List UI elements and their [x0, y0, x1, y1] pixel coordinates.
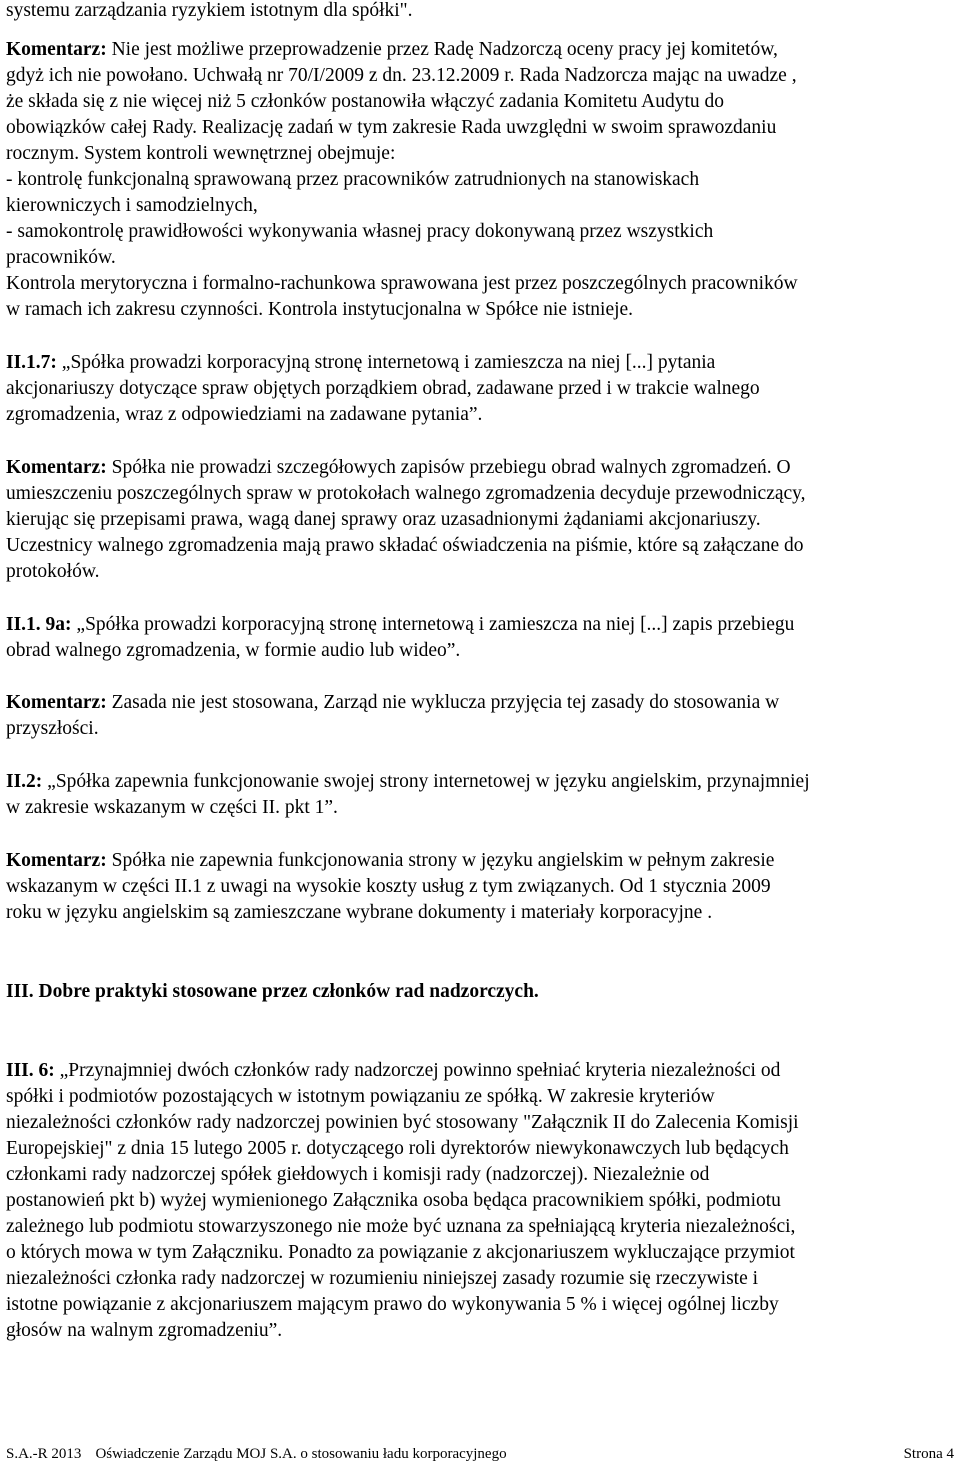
- text-line: spółki i podmiotów pozostających w istotnym powiązaniu ze spółką. W zakresie kryteriów: [6, 1086, 715, 1107]
- text-line: - samokontrolę prawidłowości wykonywania własnej pracy dokonywaną przez wszystkich: [6, 221, 714, 242]
- text-line: w ramach ich zakresu czynności. Kontrola instytucjonalna w Spółce nie istnieje.: [6, 299, 634, 320]
- text-line: rocznym. System kontroli wewnętrznej obejmuje:: [6, 143, 396, 164]
- comment-line: Komentarz: Spółka nie zapewnia funkcjonowania strony w języku angielskim w pełnym zakresie: [6, 850, 775, 871]
- comment-label: Komentarz:: [6, 850, 107, 871]
- text-line: kierowniczych i samodzielnych,: [6, 195, 258, 216]
- footer-code: S.A.-R 2013: [6, 1446, 82, 1462]
- text-line: wskazanym w części II.1 z uwagi na wysokie koszty usług z tym związanych. Od 1 stycznia 2009: [6, 876, 771, 897]
- text-line: w zakresie wskazanym w części II. pkt 1”.: [6, 797, 338, 818]
- text-line: głosów na walnym zgromadzeniu”.: [6, 1320, 283, 1341]
- text-line: obrad walnego zgromadzenia, w formie audio lub wideo”.: [6, 640, 461, 661]
- text-line: istotne powiązanie z akcjonariuszem mającym prawo do wykonywania 5 % i więcej ogólnej liczby: [6, 1294, 779, 1315]
- principle-label: II.2:: [6, 771, 43, 792]
- principle-line: III. 6: „Przynajmniej dwóch członków rady nadzorczej powinno spełniać kryteria niezależności od: [6, 1060, 781, 1081]
- text-line: że składa się z nie więcej niż 5 członków postanowiła włączyć zadania Komitetu Audytu do: [6, 91, 725, 112]
- comment-label: Komentarz:: [6, 692, 107, 713]
- text-line: systemu zarządzania ryzykiem istotnym dla spółki".: [6, 0, 413, 21]
- page-number: Strona 4: [903, 1446, 954, 1462]
- text-line: o których mowa w tym Załączniku. Ponadto za powiązanie z akcjonariuszem wykluczające przymiot: [6, 1242, 795, 1263]
- principle-label: III. 6:: [6, 1060, 55, 1081]
- text-line: członkami rady nadzorczej spółek giełdowych i komisji rady (nadzorczej). Niezależnie od: [6, 1164, 710, 1185]
- text-line: protokołów.: [6, 561, 100, 582]
- principle-label: II.1.7:: [6, 352, 57, 373]
- text-line: niezależności członka rady nadzorczej w rozumieniu niniejszej zasady rozumie się rzeczywiste i: [6, 1268, 759, 1289]
- text-line: przyszłości.: [6, 718, 99, 739]
- comment-line: Komentarz: Spółka nie prowadzi szczegółowych zapisów przebiegu obrad walnych zgromadzeń. O: [6, 457, 791, 478]
- text-line: gdyż ich nie powołano. Uchwałą nr 70/I/2009 z dn. 23.12.2009 r. Rada Nadzorcza mając na uwadze ,: [6, 65, 797, 86]
- text-line: zależnego lub podmiotu stowarzyszonego nie może być uznana za spełniającą kryteria niezależności,: [6, 1216, 796, 1237]
- comment-label: Komentarz:: [6, 39, 107, 60]
- comment-label: Komentarz:: [6, 457, 107, 478]
- text-line: obowiązków całej Rady. Realizację zadań w tym zakresie Rada uwzględni w swoim sprawozdaniu: [6, 117, 777, 138]
- text-line: pracowników.: [6, 247, 116, 268]
- section-heading: III. Dobre praktyki stosowane przez członków rad nadzorczych.: [6, 981, 539, 1002]
- text-line: postanowień pkt b) wyżej wymienionego Załącznika osoba będąca pracownikiem spółki, podmiotu: [6, 1190, 781, 1211]
- text-line: akcjonariuszy dotyczące spraw objętych porządkiem obrad, zadawane przed i w trakcie walnego: [6, 378, 760, 399]
- principle-line: II.1.7: „Spółka prowadzi korporacyjną stronę internetową i zamieszcza na niej [...] pytania: [6, 352, 716, 373]
- text-line: zgromadzenia, wraz z odpowiedziami na zadawane pytania”.: [6, 404, 483, 425]
- principle-line: II.2: „Spółka zapewnia funkcjonowanie swojej strony internetowej w języku angielskim, przynajmniej: [6, 771, 810, 792]
- text-line: - kontrolę funkcjonalną sprawowaną przez pracowników zatrudnionych na stanowiskach: [6, 169, 700, 190]
- text-line: Europejskiej" z dnia 15 lutego 2005 r. dotyczącego roli dyrektorów niewykonawczych lub będących: [6, 1138, 789, 1159]
- principle-line: II.1. 9a: „Spółka prowadzi korporacyjną stronę internetową i zamieszcza na niej [...] zapis przebiegu: [6, 614, 795, 635]
- text-line: kierując się przepisami prawa, wagą danej sprawy oraz uzasadnionymi żądaniami akcjonariuszy.: [6, 509, 761, 530]
- text-line: roku w języku angielskim są zamieszczane wybrane dokumenty i materiały korporacyjne .: [6, 902, 713, 923]
- principle-label: II.1. 9a:: [6, 614, 72, 635]
- text-line: Kontrola merytoryczna i formalno-rachunkowa sprawowana jest przez poszczególnych pracowników: [6, 273, 798, 294]
- footer-document: [6, 1444, 507, 1464]
- comment-line: Komentarz: Zasada nie jest stosowana, Zarząd nie wyklucza przyjęcia tej zasady do stosowania w: [6, 692, 780, 713]
- comment-line: Komentarz: Nie jest możliwe przeprowadzenie przez Radę Nadzorczą oceny pracy jej komitetów,: [6, 39, 778, 60]
- footer-title: Oświadczenie Zarządu MOJ S.A. o stosowaniu ładu korporacyjnego: [95, 1446, 507, 1462]
- text-line: Uczestnicy walnego zgromadzenia mają prawo składać oświadczenia na piśmie, które są załączane do: [6, 535, 804, 556]
- text-line: niezależności członków rady nadzorczej powinien być stosowany "Załącznik II do Zalecenia Komisji: [6, 1112, 799, 1133]
- text-line: umieszczeniu poszczególnych spraw w protokołach walnego zgromadzenia decyduje przewodniczący,: [6, 483, 806, 504]
